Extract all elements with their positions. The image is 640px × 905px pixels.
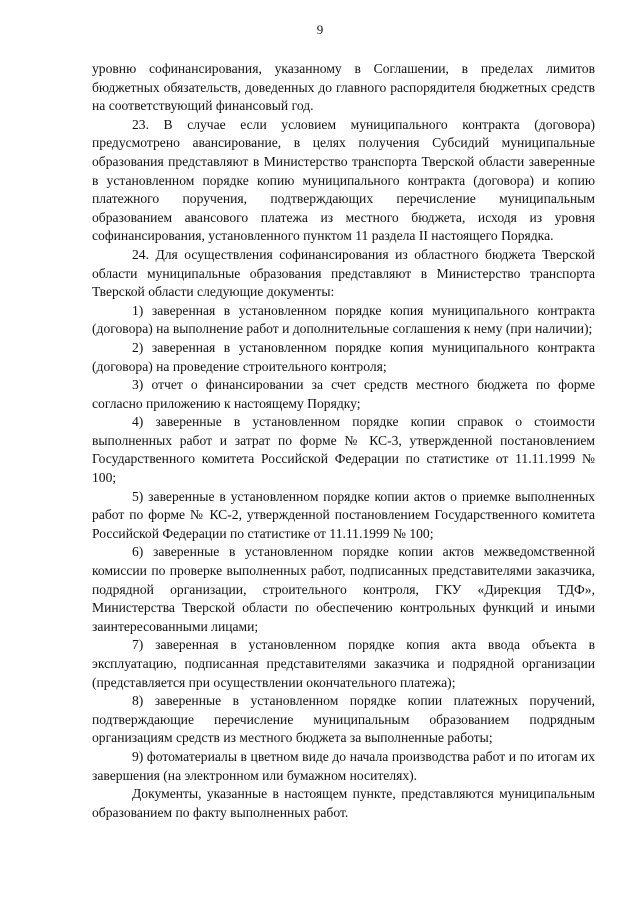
list-item-9: 9) фотоматериалы в цветном виде до начала производства работ и по итогам их завершения (на электронном или бумажном носителях).: [92, 748, 595, 783]
page-number: 9: [316, 22, 324, 37]
paragraph-closing: Документы, указанные в настоящем пункте, представляются муниципальным образованием по факту выполненных работ.: [92, 786, 595, 820]
list-item-3: 3) отчет о финансировании за счет средств местного бюджета по форме согласно приложению к настоящему Порядку;: [92, 377, 595, 411]
list-item-4: 4) заверенные в установленном порядке копии справок о стоимости выполненных работ и затрат по форме № КС-3, утвержденной постановлением Государственного комитета Российской Федерации по статистике от 11.11.1999 № 100;: [92, 414, 595, 486]
paragraph-continuation: уровню софинансирования, указанному в Соглашении, в пределах лимитов бюджетных обязательств, доведенных до главного распорядителя бюджетных средств на соответствующий финансовый год.: [92, 61, 595, 114]
list-item-6: 6) заверенные в установленном порядке копии актов межведомственной комиссии по проверке выполненных работ, подписанных представителями заказчика, подрядной организации, строительного контроля, ГКУ «Дирекция ТДФ», Министерства Тверской области по обеспечению контрольных функций и иными заинтересованными лицами;: [92, 544, 595, 634]
paragraph-item-23: 23. В случае если условием муниципального контракта (договора) предусмотрено авансирование, в целях получения Субсидий муниципальные образования представляют в Министерство транспорта Тверской области заверенные в установленном порядке копию муниципального контракта (договора) и копию платежного поручения, подтверждающих перечисление муниципальным образованием авансового платежа из местного бюджета, исходя из уровня софинансирования, установленного пунктом 11 раздела II настоящего Порядка.: [92, 116, 595, 244]
list-item-1: 1) заверенная в установленном порядке копия муниципального контракта (договора) на выполнение работ и дополнительные соглашения к нему (при наличии);: [92, 302, 595, 337]
list-item-8: 8) заверенные в установленном порядке копии платежных поручений, подтверждающие перечисление муниципальным образованием подрядным организациям средств из местного бюджета за выполненные работы;: [92, 693, 595, 746]
document-body: [92, 60, 595, 822]
list-item-7: 7) заверенная в установленном порядке копия акта ввода объекта в эксплуатацию, подписанная представителями заказчика и подрядной организации (представляется при осуществлении окончательного платежа);: [92, 637, 595, 690]
paragraph-item-24: 24. Для осуществления софинансирования из областного бюджета Тверской области муниципальные образования представляют в Министерство транспорта Тверской области следующие документы:: [92, 246, 595, 300]
list-item-2: 2) заверенная в установленном порядке копия муниципального контракта (договора) на проведение строительного контроля;: [92, 339, 595, 374]
list-item-5: 5) заверенные в установленном порядке копии актов о приемке выполненных работ по форме № КС-2, утвержденной постановлением Государственного комитета Российской Федерации по статистике от 11.11.1999 № 100;: [92, 488, 595, 541]
